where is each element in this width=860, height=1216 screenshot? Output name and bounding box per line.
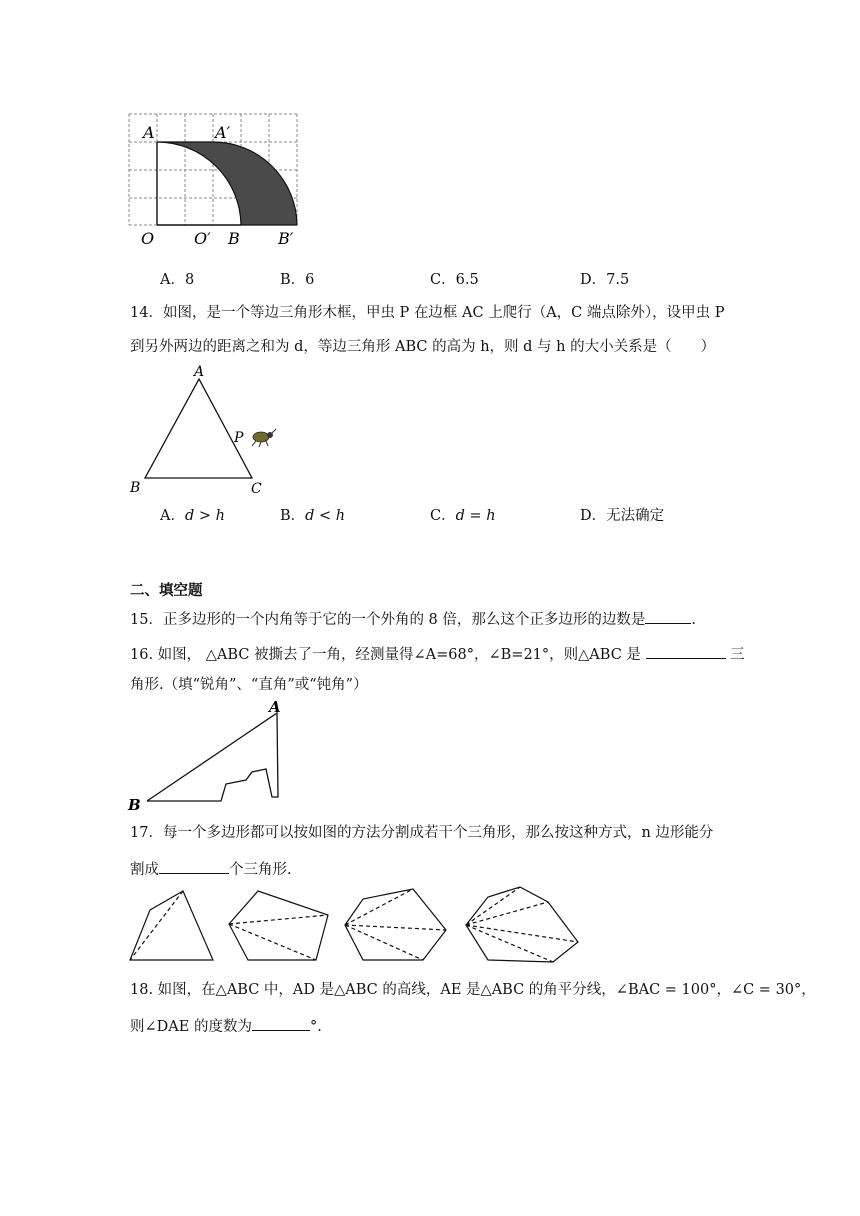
q13-label-B: B [228, 229, 240, 248]
beetle-icon [252, 429, 276, 447]
q14-option-b: B．d < h [280, 508, 346, 524]
q16-label-B: B [128, 796, 141, 812]
q16-torn-triangle-figure [125, 697, 290, 812]
section-title: 二、填空题 [130, 583, 203, 599]
quadrilateral [130, 891, 213, 960]
q18-answer-blank[interactable] [252, 1014, 310, 1031]
hexagon [345, 889, 446, 960]
q16-label-A: A [269, 698, 281, 716]
q16-answer-blank[interactable] [646, 642, 726, 659]
q17-polygons-figure [128, 882, 583, 964]
q16-question-line2: 角形.（填“锐角”、“直角”或“钝角”） [130, 677, 368, 693]
q17-question-line1: 17．每一个多边形都可以按如图的方法分割成若干个三角形，那么按这种方式，n 边形能分 [130, 825, 714, 841]
q13-option-d: D．7.5 [580, 272, 630, 288]
q13-shaded-region [157, 142, 297, 225]
q14-label-C: C [251, 481, 262, 497]
q14-option-d: D．无法确定 [580, 508, 665, 524]
pentagon [229, 891, 328, 960]
q14-label-A: A [194, 364, 205, 380]
q13-label-A-prime: A′ [215, 123, 231, 142]
q15-question: 15．正多边形的一个内角等于它的一个外角的 8 倍，那么这个正多边形的边数是 . [130, 607, 696, 630]
q15-answer-blank[interactable] [645, 607, 691, 624]
q14-question-line1: 14．如图，是一个等边三角形木框，甲虫 P 在边框 AC 上爬行（A，C 端点除外），设甲虫 P [130, 305, 725, 321]
q14-triangle-figure [125, 362, 285, 497]
q14-label-B: B [130, 480, 141, 496]
q18-question-line1: 18. 如图，在△ABC 中，AD 是△ABC 的高线，AE 是△ABC 的角平分线，∠BAC = 100°，∠C = 30°， [130, 982, 816, 998]
q13-option-c: C．6.5 [430, 272, 479, 288]
q18-question-line2: 则∠DAE 的度数为 °. [130, 1014, 322, 1037]
q13-label-A: A [143, 123, 155, 142]
q13-grid-figure [128, 112, 303, 252]
heptagon [466, 887, 578, 962]
q13-label-O-prime: O′ [194, 229, 211, 248]
q13-option-b: B．6 [280, 272, 315, 288]
q13-label-O: O [141, 229, 155, 248]
q14-question-line2: 到另外两边的距离之和为 d，等边三角形 ABC 的高为 h，则 d 与 h 的大小关系是（ ） [130, 339, 716, 355]
q17-question-line2: 割成 个三角形. [130, 857, 292, 880]
q14-triangle [145, 379, 252, 478]
q14-option-c: C．d = h [430, 508, 496, 524]
q13-label-B-prime: B′ [278, 229, 294, 248]
q17-answer-blank[interactable] [159, 857, 229, 874]
q16-question-line1: 16. 如图， △ABC 被撕去了一角，经测量得∠A=68°，∠B=21°，则△ABC 是 三 [130, 642, 745, 665]
q13-option-a: A．8 [160, 272, 195, 288]
q14-label-P: P [234, 430, 244, 446]
q16-torn-triangle [147, 713, 278, 801]
q14-option-a: A．d > h [160, 508, 225, 524]
